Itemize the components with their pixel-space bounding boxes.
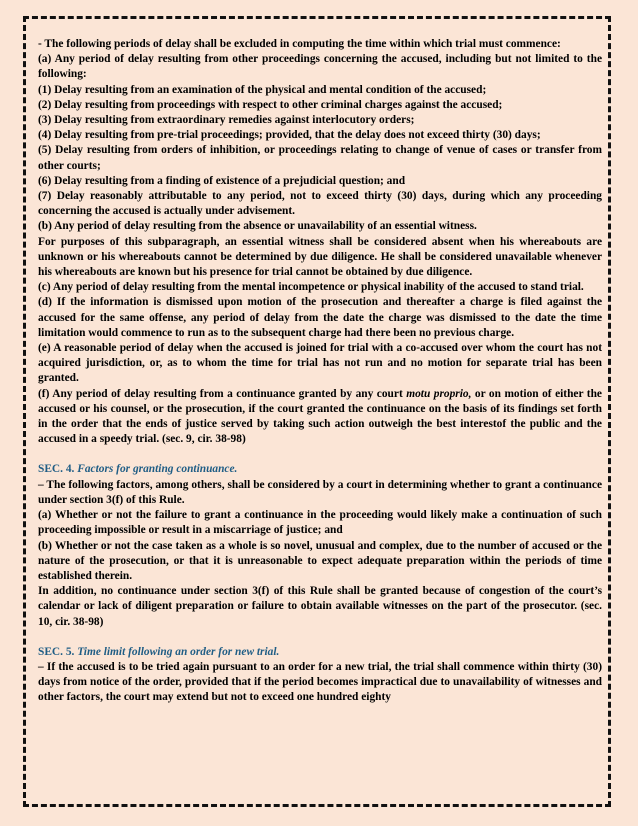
paragraph-f-start: (f) Any period of delay resulting from a continuance granted by any court [38, 387, 407, 400]
section-4-intro: – The following factors, among others, shall be considered by a court in determining whether to grant a continuance under section 3(f) of this Rule. [38, 478, 602, 506]
section-4-addition: In addition, no continuance under section 3(f) of this Rule shall be granted because of congestion of the court’s calendar or lack of diligent preparation or failure to obtain available witnesses on the part of the prosecutor. (sec. 10, cir. 38-98) [38, 585, 602, 628]
section-5-number: SEC. 5. [38, 645, 75, 658]
list-item: (4) Delay resulting from pre-trial proceedings; provided, that the delay does not exceed thirty (30) days; [38, 129, 541, 142]
paragraph-e: (e) A reasonable period of delay when the accused is joined for trial with a co-accused over whom the court has not acquired jurisdiction, or, as to whom the time for trial has not run and no motion for separate trial has been granted. [38, 342, 602, 385]
document-body [38, 37, 602, 706]
paragraph-d: (d) If the information is dismissed upon motion of the prosecution and thereafter a charge is filed against the accused for the same offense, any period of delay from the date the charge was dismissed to the date the time limitation would commence to run as to the subsequent charge had there been no previous charge. [38, 296, 602, 339]
paragraph-f [38, 387, 602, 448]
section-4-heading [38, 462, 602, 477]
section-5-text: – If the accused is to be tried again pursuant to an order for a new trial, the trial shall commence within thirty (30) days from notice of the order, provided that if the period becomes impractical due to unavailability of witnesses and other factors, the court may extend but not to exceed one hundred eighty [38, 660, 602, 704]
paragraph-purposes: For purposes of this subparagraph, an essential witness shall be considered absent when his whereabouts are unknown or his whereabouts cannot be determined by due diligence. He shall be considered unavailable whenever his whereabouts are known but his presence for trial cannot be obtained by due diligence. [38, 235, 602, 279]
paragraph-a: (a) Any period of delay resulting from other proceedings concerning the accused, including but not limited to the following: [38, 53, 602, 81]
paragraph-f-end: or on motion of either the accused or his counsel, or the prosecution, if the court granted the continuance on the basis of its findings set forth in the order that the ends of justice served by taking such action outweigh the best interestof the public and the accused in a speedy trial. (sec. 9, cir. 38-98) [38, 387, 602, 446]
section-5-heading [38, 645, 602, 660]
section-4-title: Factors for granting continuance. [77, 463, 238, 476]
section-4-item-b: (b) Whether or not the case taken as a whole is so novel, unusual and complex, due to the number of accused or the nature of the prosecution, or that it is unreasonable to expect adequate preparation within the periods of time established therein. [38, 539, 602, 582]
list-item: (6) Delay resulting from a finding of existence of a prejudicial question; and [38, 174, 406, 187]
list-item: (5) Delay resulting from orders of inhibition, or proceedings relating to change of venue of cases or transfer from other courts; [38, 144, 602, 172]
list-item: (3) Delay resulting from extraordinary remedies against interlocutory orders; [38, 114, 415, 127]
list-item: (7) Delay reasonably attributable to any period, not to exceed thirty (30) days, during which any proceeding concerning the accused is actually under advisement. [38, 190, 602, 218]
motu-proprio-text: motu proprio, [406, 387, 472, 400]
list-item: (1) Delay resulting from an examination of the physical and mental condition of the accused; [38, 83, 487, 96]
paragraph-c: (c) Any period of delay resulting from the mental incompetence or physical inability of the accused to stand trial. [38, 281, 584, 294]
section-4-item-a: (a) Whether or not the failure to grant a continuance in the proceeding would likely make a continuation of such proceeding impossible or result in a miscarriage of justice; and [38, 509, 602, 537]
section-4-number: SEC. 4. [38, 463, 75, 476]
list-item: (2) Delay resulting from proceedings with respect to other criminal charges against the accused; [38, 98, 503, 111]
paragraph-b: (b) Any period of delay resulting from the absence or unavailability of an essential witness. [38, 220, 477, 233]
section-5-title: Time limit following an order for new trial. [77, 645, 280, 658]
intro-paragraph: - The following periods of delay shall be excluded in computing the time within which trial must commence: [38, 38, 561, 50]
